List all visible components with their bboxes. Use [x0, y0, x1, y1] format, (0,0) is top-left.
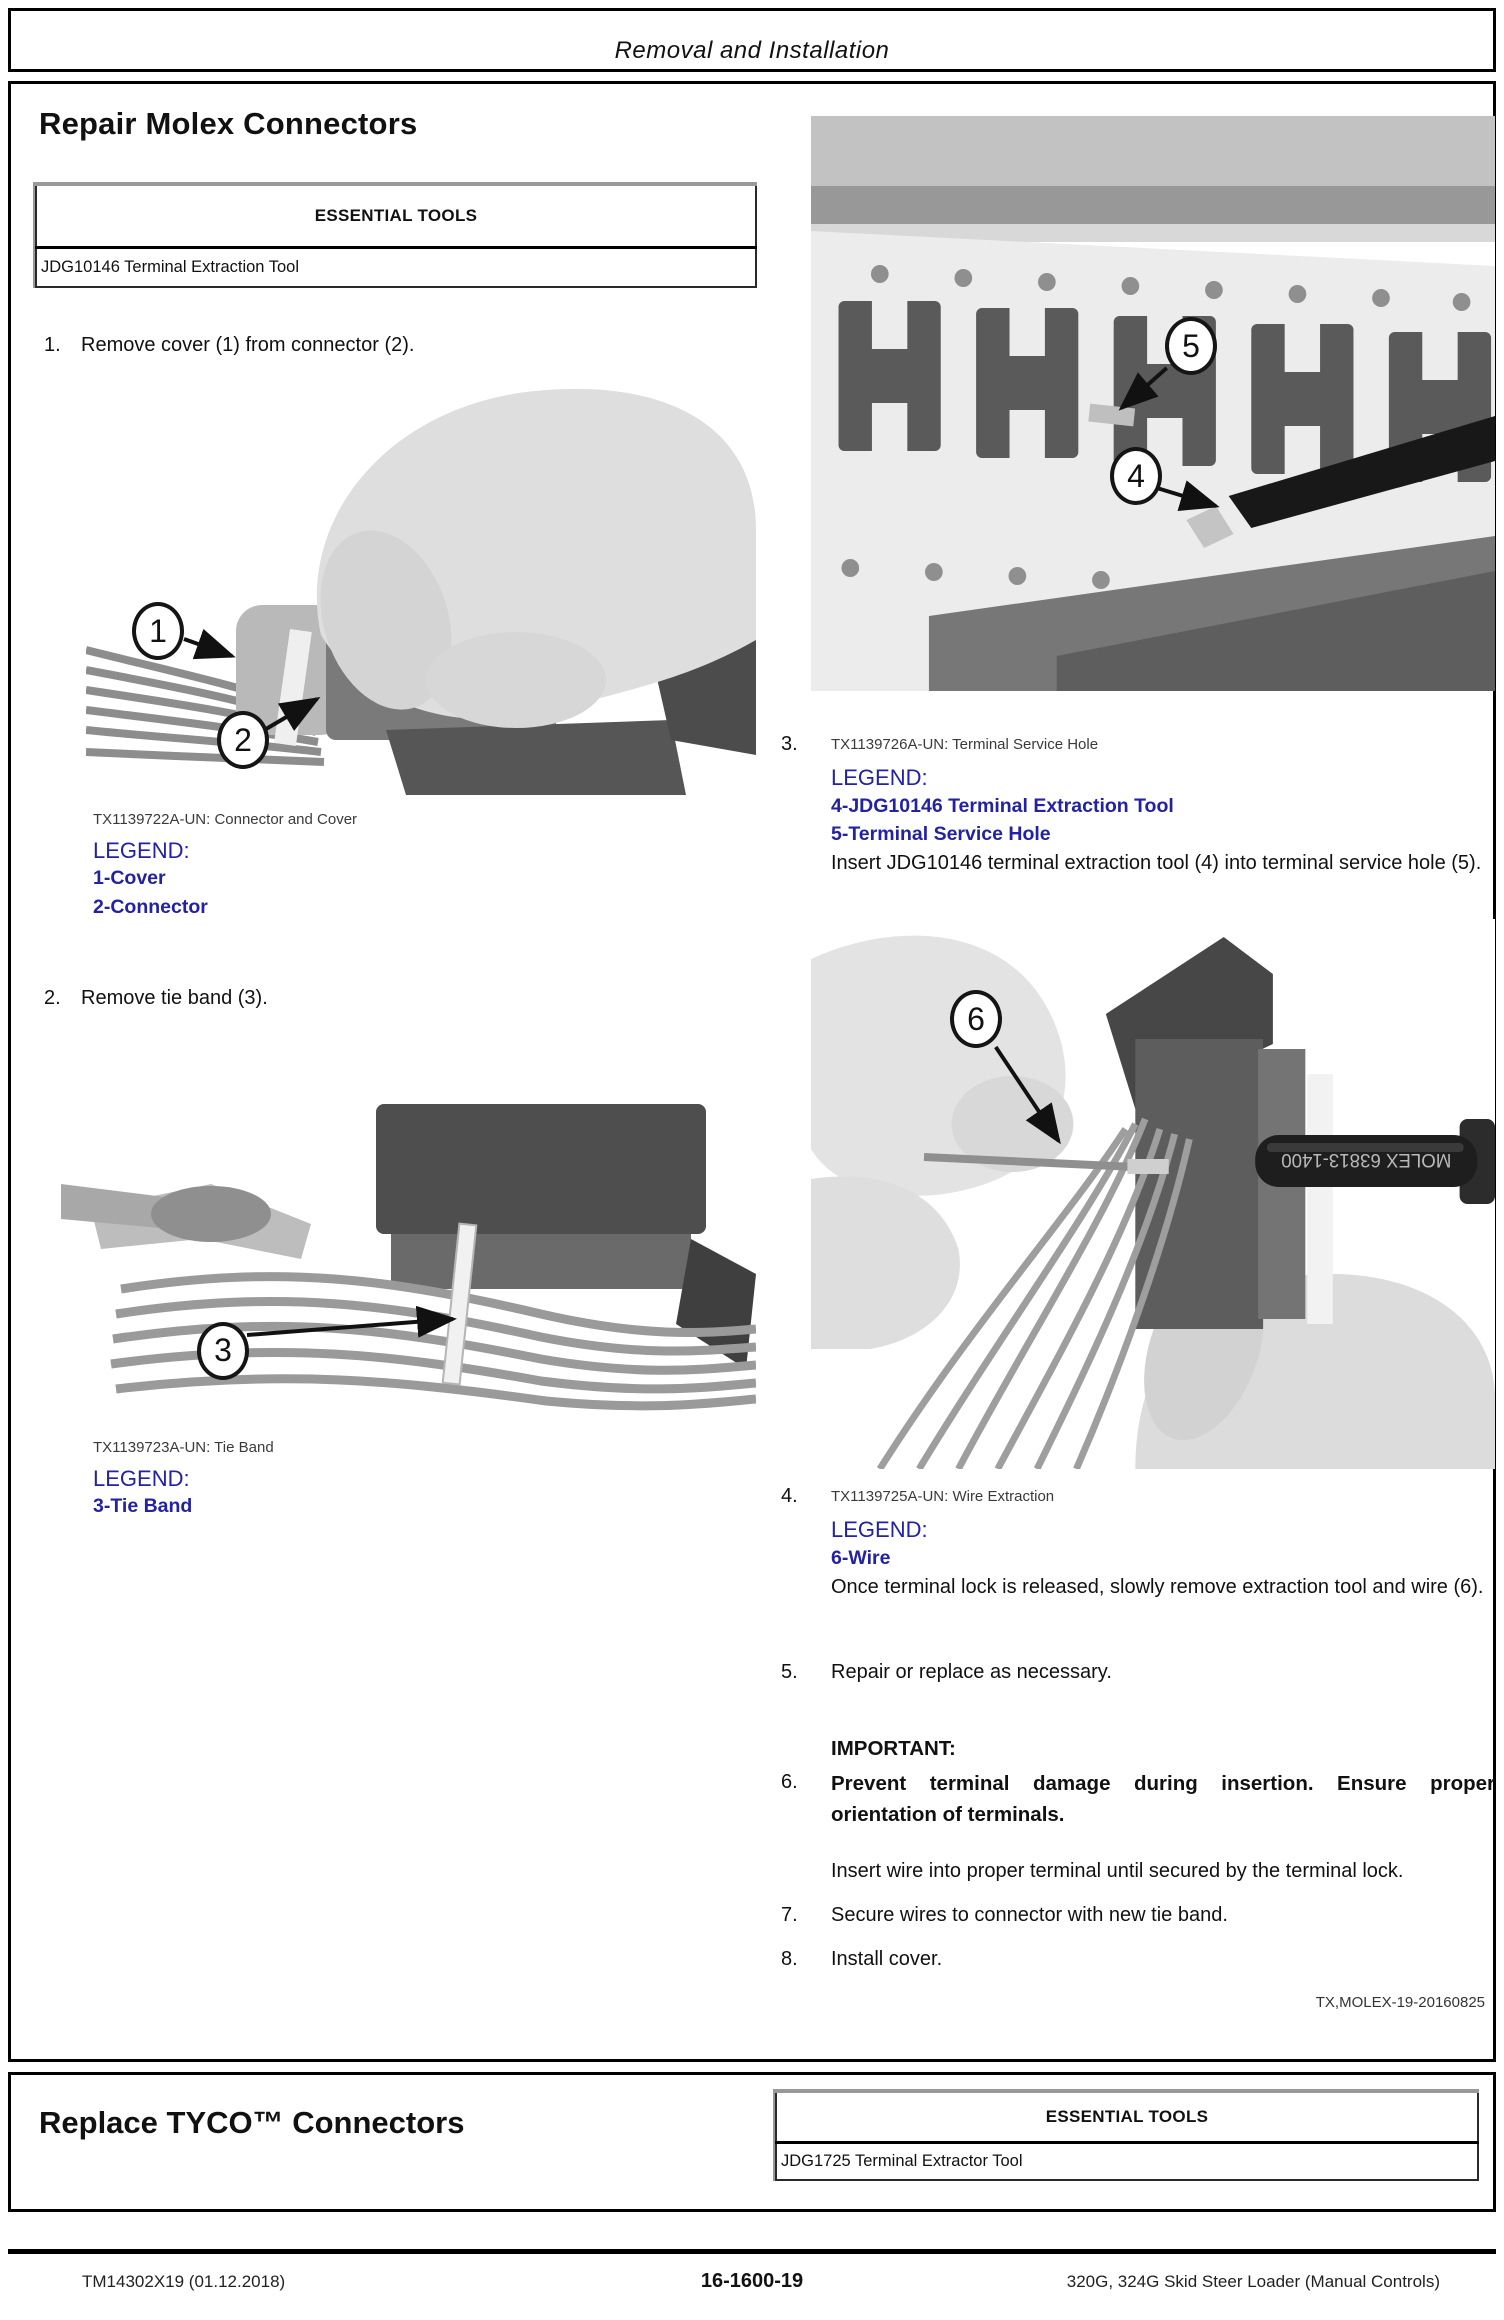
footer-page-number: 16-1600-19 — [700, 2270, 804, 2292]
step-2-text: Remove tie band (3). — [81, 986, 268, 1009]
figure-wire-extraction — [811, 919, 1495, 1469]
wire-extraction-photo — [811, 919, 1495, 1469]
step-4 — [769, 1483, 1495, 1509]
essential-tools-header: ESSENTIAL TOOLS — [36, 184, 756, 248]
step-7 — [769, 1902, 1495, 1928]
running-header-title: Removal and Installation — [614, 37, 890, 64]
step-1-number: 1. — [44, 334, 61, 356]
step-3-block — [769, 731, 1495, 877]
step-4-block — [769, 1483, 1495, 1601]
figure-2-legend-item-1: 3-Tie Band — [93, 1495, 193, 1518]
figure-1-legend-item-1: 1-Cover — [93, 867, 166, 890]
section-replace-tyco — [8, 2072, 1496, 2212]
connector-cover-photo — [86, 380, 756, 795]
important-label: IMPORTANT: — [831, 1736, 956, 1760]
right-column — [769, 100, 1495, 2011]
step-8-number: 8. — [781, 1948, 798, 1971]
figure-4-legend-label: LEGEND: — [831, 1517, 928, 1543]
figure-tie-band — [61, 1089, 756, 1429]
step-5-number: 5. — [781, 1660, 798, 1683]
reference-code: TX,MOLEX-19-20160825 — [1315, 1994, 1485, 2012]
essential-tools-header-2: ESSENTIAL TOOLS — [776, 2091, 1478, 2143]
step-6 — [769, 1769, 1495, 1831]
running-header — [8, 8, 1496, 72]
figure-2-caption-block — [93, 1439, 757, 1521]
section-2-title: Replace TYCO™ Connectors — [39, 2105, 465, 2140]
callout-tie-band: 3 — [197, 1322, 249, 1380]
step-7-text: Secure wires to connector with new tie band. — [831, 1904, 1228, 1927]
essential-tools-table-2 — [775, 2089, 1479, 2181]
callout-cover: 1 — [132, 602, 184, 660]
step-3-number: 3. — [781, 733, 798, 755]
figure-1-legend-item-2: 2-Connector — [93, 895, 208, 918]
figure-3-legend-label: LEGEND: — [831, 765, 928, 790]
step-6-text: Prevent terminal damage during insertion. Ensure proper orientation of terminals. — [831, 1771, 1495, 1826]
section-title: Repair Molex Connectors — [39, 106, 418, 141]
figure-1-legend-label: LEGEND: — [93, 837, 190, 863]
step-5 — [769, 1659, 1495, 1685]
footer-model-name: 320G, 324G Skid Steer Loader (Manual Controls) — [1066, 2272, 1440, 2291]
figure-terminal-service-hole — [811, 116, 1495, 691]
step-4-text: Once terminal lock is released, slowly remove extraction tool and wire (6). — [831, 1575, 1484, 1598]
essential-tools-row: JDG10146 Terminal Extraction Tool — [41, 258, 300, 276]
figure-connector-cover — [86, 380, 756, 795]
figure-3-legend-item-2: 5-Terminal Service Hole — [831, 822, 1051, 845]
terminal-service-hole-photo — [811, 116, 1495, 691]
figure-4-caption: TX1139725A-UN: Wire Extraction — [831, 1488, 1055, 1506]
step-8 — [769, 1946, 1495, 1972]
footer-rule — [8, 2249, 1496, 2254]
callout-connector: 2 — [217, 711, 269, 769]
step-8-text: Install cover. — [831, 1948, 943, 1971]
step-2 — [35, 985, 757, 1011]
step-7-number: 7. — [781, 1904, 798, 1927]
figure-3-caption: TX1139726A-UN: Terminal Service Hole — [831, 736, 1099, 753]
figure-2-legend-label: LEGEND: — [93, 1465, 190, 1491]
figure-4-legend-block — [831, 1516, 1495, 1601]
left-column — [35, 100, 757, 1520]
essential-tools-row-2: JDG1725 Terminal Extractor Tool — [781, 2152, 1023, 2170]
step-6-number: 6. — [781, 1770, 798, 1793]
callout-extraction-tool: 4 — [1110, 447, 1162, 505]
figure-4-legend-item-1: 6-Wire — [831, 1546, 891, 1569]
footer-document-number: TM14302X19 (01.12.2018) — [82, 2272, 286, 2291]
step-5-text: Repair or replace as necessary. — [831, 1660, 1112, 1683]
essential-tools-table — [35, 182, 757, 288]
section-2-left — [35, 2075, 757, 2209]
step-2-number: 2. — [44, 986, 61, 1009]
step-3 — [769, 731, 1495, 757]
molex-tool-label: MOLEX 63813-1400 — [1281, 1149, 1452, 1172]
step-1 — [35, 332, 757, 358]
insert-wire-paragraph: Insert wire into proper terminal until secured by the terminal lock. — [831, 1860, 1404, 1883]
section-repair-molex — [8, 81, 1496, 2062]
callout-terminal-service-hole: 5 — [1165, 317, 1217, 375]
figure-1-caption: TX1139722A-UN: Connector and Cover — [93, 811, 358, 828]
tie-band-photo — [61, 1089, 756, 1429]
step-1-text: Remove cover (1) from connector (2). — [81, 334, 415, 356]
figure-3-legend-item-1: 4-JDG10146 Terminal Extraction Tool — [831, 794, 1174, 817]
step-3-text: Insert JDG10146 terminal extraction tool (4) into terminal service hole (5). — [831, 852, 1482, 875]
footer — [0, 2270, 1504, 2293]
figure-3-legend-block — [831, 764, 1495, 877]
step-4-number: 4. — [781, 1485, 798, 1508]
figure-2-caption: TX1139723A-UN: Tie Band — [93, 1438, 274, 1456]
section-2-right — [769, 2075, 1487, 2209]
callout-wire: 6 — [950, 990, 1002, 1048]
figure-1-caption-block — [93, 811, 757, 921]
